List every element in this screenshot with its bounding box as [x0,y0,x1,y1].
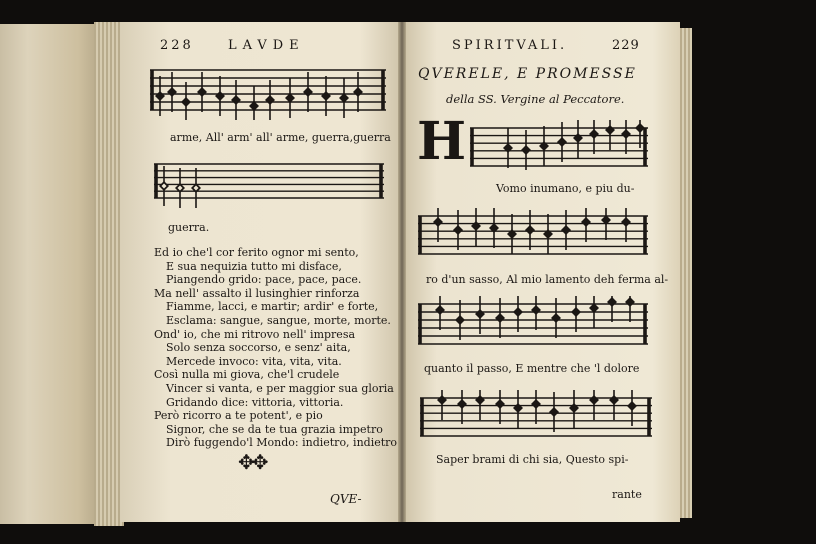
note-head [231,95,241,105]
poem-line: Gridando dice: vittoria, vittoria. [166,395,344,409]
note-head [503,143,513,153]
poem-line: Esclama: sangue, sangue, morte, morte. [166,313,391,327]
left-lyric-line-1: arme, All' arm' all' arme, guerra,guerra [170,131,391,144]
note-head [607,297,617,307]
music-staff-3 [470,120,648,176]
poem-line: E sua nequizia tutto mi disface, [166,259,342,273]
note-head [457,399,467,409]
right-lyric-line-4: Saper brami di chi sia, Questo spi- [436,453,629,466]
music-staff-6 [420,390,652,446]
note-head [215,91,225,101]
poem-line: Solo senza soccorso, e senz' aita, [166,341,351,355]
poem-line: Signor, che se da te tua grazia impetro [166,422,383,436]
note-head [589,129,599,139]
poem-line: Ed io che'l cor ferito ognor mi sento, [154,246,359,259]
note-head [557,137,567,147]
poem-line: Ond' io, che mi ritrovo nell' impresa [154,327,356,341]
note-head [521,145,531,155]
note-head [551,313,561,323]
note-head [627,401,637,411]
note-head [181,97,191,107]
note-head [531,399,541,409]
section-subtitle: della SS. Vergine al Peccatore. [446,92,625,106]
note-head [265,95,275,105]
music-staff-5 [418,296,648,354]
note-head [353,87,363,97]
note-head [571,307,581,317]
left-running-head: LAVDE [228,38,305,53]
note-head [435,305,445,315]
note-head [437,395,447,405]
note-head [513,403,523,413]
note-head [455,315,465,325]
right-running-head: SPIRITVALI. [452,38,568,53]
right-catchword: rante [612,488,642,501]
right-lyric-line-1: Vomo inumano, e piu du- [496,182,635,195]
note-head [321,91,331,101]
note-head [531,305,541,315]
music-staff-4 [418,208,648,264]
poem-line: Mercede invoco: vita, vita, vita. [166,354,342,368]
note-head [569,403,579,413]
right-lyric-line-3: quanto il passo, E mentre che 'l dolore [424,362,640,375]
note-head [621,217,631,227]
note-head [525,225,535,235]
left-catchword: QVE- [330,492,362,506]
note-head [549,407,559,417]
note-head [573,133,583,143]
note-head [453,225,463,235]
note-head [589,395,599,405]
note-head [561,225,571,235]
note-head [605,125,615,135]
note-head [625,297,635,307]
note-head [621,129,631,139]
left-lyric-line-2: guerra. [168,221,210,234]
poem-line: Vincer si vanta, e per maggior sua gloria [166,381,394,395]
note-head [513,307,523,317]
poem-text [154,246,397,450]
poem-line: Dirò fuggendo'l Mondo: indietro, indietro [166,436,398,450]
music-staff-1 [150,62,386,120]
note-head [167,87,177,97]
right-page-number: 229 [612,38,640,53]
music-staff-2 [154,156,384,208]
right-lyric-line-2: ro d'un sasso, Al mio lamento deh ferma al- [426,273,669,286]
poem-line: Piangendo grido: pace, pace, pace. [166,273,362,287]
note-head [475,309,485,319]
note-head [197,87,207,97]
poem-line: Però ricorro a te potent', e pio [154,409,323,423]
left-page-number: 228 [160,38,194,53]
note-head [155,91,165,101]
note-head [495,313,505,323]
note-head [609,395,619,405]
note-head [471,221,481,231]
note-head [495,399,505,409]
book-gutter [398,22,406,522]
decorated-initial: H [417,111,467,172]
note-head [475,395,485,405]
right-page-edges [680,28,692,518]
printer-ornament: ✥✥ [238,450,266,474]
section-title: QVERELE, E PROMESSE [418,66,637,82]
poem-line: Ma nell' assalto il lusinghier rinforza [154,286,360,300]
note-head [581,217,591,227]
note-head [433,217,443,227]
poem-line: Fiamme, lacci, e martir; ardir' e forte, [166,300,379,314]
poem-line: Così nulla mi giova, che'l crudele [154,368,340,382]
note-head [303,87,313,97]
